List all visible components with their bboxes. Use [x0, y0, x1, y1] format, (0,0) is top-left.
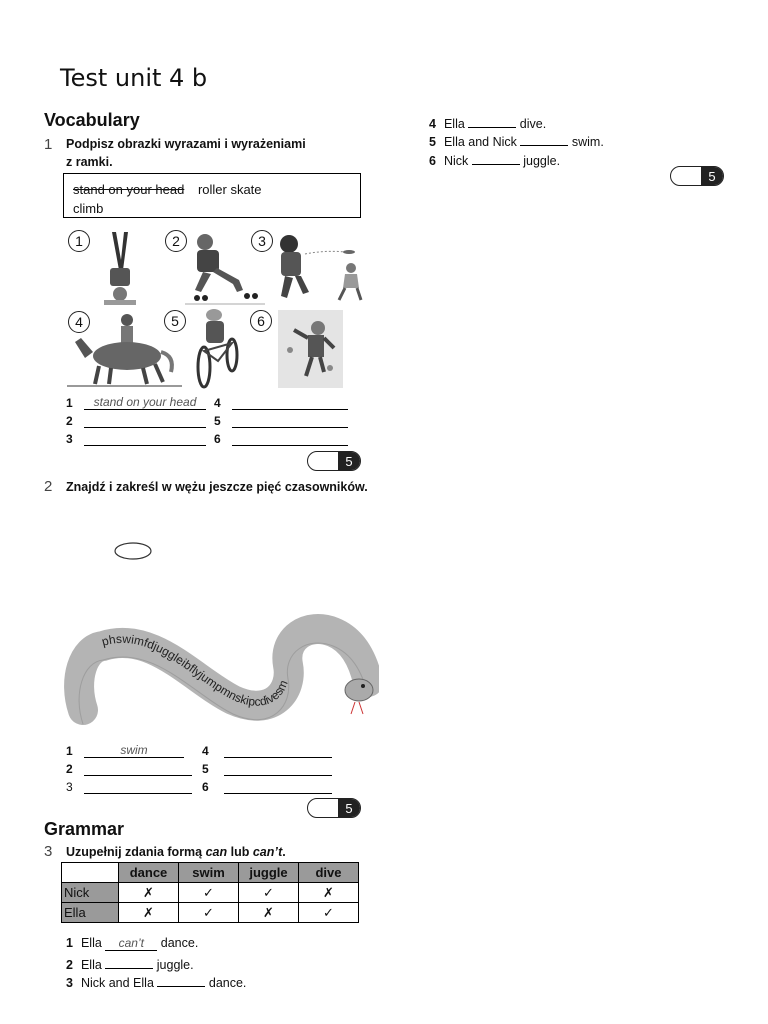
- mark-cell: ✗: [119, 883, 179, 903]
- table-corner-cell: [62, 863, 119, 883]
- instruction-line-2: z ramki.: [66, 155, 113, 169]
- instruction-cant: can’t: [252, 845, 283, 859]
- word-stand-on-your-head: stand on your head: [73, 182, 185, 197]
- ex2-answer-6: [202, 776, 332, 794]
- ex1-answer-4: [214, 392, 348, 410]
- ex2-answer-field-6[interactable]: [224, 779, 332, 794]
- ex2-answer-field-1[interactable]: swim: [84, 743, 184, 758]
- ex1-answer-field-3[interactable]: [84, 431, 206, 446]
- column-header: dive: [299, 863, 359, 883]
- sentence-number: 5: [429, 135, 436, 149]
- ex2-answer-3: [66, 776, 192, 794]
- sentence-post: swim.: [571, 135, 604, 149]
- ex1-answer-number: 1: [66, 396, 73, 410]
- ex1-answer-2: [66, 410, 206, 428]
- ex3-score: 5: [701, 167, 723, 185]
- sentence-answer-field-5[interactable]: [520, 131, 568, 146]
- row-name: Ella: [62, 903, 119, 923]
- ex1-answer-field-6[interactable]: [232, 431, 348, 446]
- sentence-post: dance.: [208, 976, 247, 990]
- snake-letters: phswimfdjuggleibflyjumpmnskipcdivesm: [100, 631, 291, 709]
- ex2-answer-number: 3: [66, 780, 73, 794]
- sentence-2: [66, 954, 194, 972]
- mark-cell: ✗: [299, 883, 359, 903]
- ex2-answer-field-3[interactable]: [84, 779, 192, 794]
- sentence-answer-field-6[interactable]: [472, 150, 520, 165]
- ex1-answer-field-1[interactable]: stand on your head: [84, 395, 206, 410]
- ex2-answer-field-4[interactable]: [224, 743, 332, 758]
- picture-number-4: 4: [68, 311, 90, 333]
- ex2-score: 5: [338, 799, 360, 817]
- instruction-can: can: [205, 845, 228, 859]
- sentence-6: [429, 150, 560, 168]
- table-row: [62, 883, 359, 903]
- sentence-5: [429, 131, 604, 149]
- instruction-line-1: Podpisz obrazki wyrazami i wyrażeniami: [66, 137, 306, 151]
- ex1-score-box: [307, 451, 361, 471]
- sentence-3: [66, 972, 246, 990]
- ex2-answer-number: 1: [66, 744, 73, 758]
- sentence-post: dive.: [519, 117, 547, 131]
- ex1-answer-number: 2: [66, 414, 73, 428]
- instruction-part: Uzupełnij zdania formą: [66, 845, 206, 859]
- mark-cell: ✓: [179, 903, 239, 923]
- exercise-2-number: 2: [44, 478, 53, 495]
- sentence-answer-field-1[interactable]: can’t: [105, 936, 157, 951]
- ability-table: [61, 862, 359, 923]
- ex1-answer-number: 5: [214, 414, 221, 428]
- word-roller-skate: roller skate: [197, 182, 262, 197]
- picture-frisbee: [275, 232, 365, 304]
- mark-cell: ✗: [119, 903, 179, 923]
- word-box: [63, 173, 361, 218]
- snake-word-puzzle: [63, 610, 379, 726]
- exercise-1-number: 1: [44, 136, 53, 153]
- vocabulary-heading: Vocabulary: [44, 110, 140, 130]
- sentence-pre: Ella: [80, 936, 102, 950]
- mark-cell: ✓: [299, 903, 359, 923]
- column-header: dance: [119, 863, 179, 883]
- ex2-answer-field-5[interactable]: [224, 761, 332, 776]
- mark-cell: ✗: [239, 903, 299, 923]
- instruction-part: lub: [227, 845, 253, 859]
- sentence-post: juggle.: [523, 154, 561, 168]
- page-title: Test unit 4 b: [60, 64, 208, 92]
- exercise-3-instruction: [66, 843, 286, 861]
- picture-bike: [190, 305, 246, 389]
- sentence-pre: Nick: [443, 154, 469, 168]
- picture-number-5: 5: [164, 310, 186, 332]
- exercise-2-instruction: Znajdź i zakreśl w wężu jeszcze pięć czasowników.: [66, 480, 368, 494]
- sentence-number: 3: [66, 976, 73, 990]
- sentence-number: 1: [66, 936, 73, 950]
- ex2-answer-number: 5: [202, 762, 209, 776]
- ex1-answer-1: [66, 392, 206, 410]
- picture-number-1: 1: [68, 230, 90, 252]
- ex1-answer-field-2[interactable]: [84, 413, 206, 428]
- sentence-answer-field-2[interactable]: [105, 954, 153, 969]
- picture-number-2: 2: [165, 230, 187, 252]
- sentence-pre: Ella: [443, 117, 465, 131]
- example-circle-icon: [112, 540, 154, 562]
- mark-cell: ✓: [239, 883, 299, 903]
- ex2-answer-number: 6: [202, 780, 209, 794]
- ex1-answer-number: 3: [66, 432, 73, 446]
- picture-stand-on-head: [95, 230, 145, 308]
- sentence-4: [429, 113, 546, 131]
- ex2-answer-number: 2: [66, 762, 73, 776]
- ex2-answer-field-2[interactable]: [84, 761, 192, 776]
- sentence-pre: Ella and Nick: [443, 135, 517, 149]
- sentence-pre: Nick and Ella: [80, 976, 154, 990]
- sentence-1: [66, 936, 198, 951]
- picture-climb: [278, 310, 343, 388]
- ex1-answer-field-5[interactable]: [232, 413, 348, 428]
- table-row: [62, 903, 359, 923]
- picture-number-6: 6: [250, 310, 272, 332]
- sentence-pre: Ella: [80, 958, 102, 972]
- ex3-score-box: [670, 166, 724, 186]
- ex2-answer-5: [202, 758, 332, 776]
- column-header: swim: [179, 863, 239, 883]
- ex1-answer-number: 6: [214, 432, 221, 446]
- ex1-answer-5: [214, 410, 348, 428]
- grammar-heading: Grammar: [44, 819, 125, 839]
- sentence-number: 4: [429, 117, 436, 131]
- ex1-score: 5: [338, 452, 360, 470]
- sentence-number: 2: [66, 958, 73, 972]
- ex2-answer-1: [66, 740, 184, 758]
- ex1-answer-6: [214, 428, 348, 446]
- ex1-answer-field-4[interactable]: [232, 395, 348, 410]
- exercise-3-number: 3: [44, 843, 53, 860]
- sentence-post: juggle.: [156, 958, 194, 972]
- exercise-1-instruction: [66, 135, 306, 171]
- sentence-number: 6: [429, 154, 436, 168]
- ex1-answer-3: [66, 428, 206, 446]
- word-climb: climb: [73, 201, 104, 216]
- mark-cell: ✓: [179, 883, 239, 903]
- ex2-answer-4: [202, 740, 332, 758]
- sentence-post: dance.: [160, 936, 199, 950]
- ex2-answer-number: 4: [202, 744, 209, 758]
- instruction-part: .: [282, 845, 286, 859]
- table-header-row: [62, 863, 359, 883]
- sentence-answer-field-4[interactable]: [468, 113, 516, 128]
- sentence-answer-field-3[interactable]: [157, 972, 205, 987]
- column-header: juggle: [239, 863, 299, 883]
- picture-number-3: 3: [251, 230, 273, 252]
- ex1-answer-number: 4: [214, 396, 221, 410]
- row-name: Nick: [62, 883, 119, 903]
- ex2-score-box: [307, 798, 361, 818]
- ex2-answer-2: [66, 758, 192, 776]
